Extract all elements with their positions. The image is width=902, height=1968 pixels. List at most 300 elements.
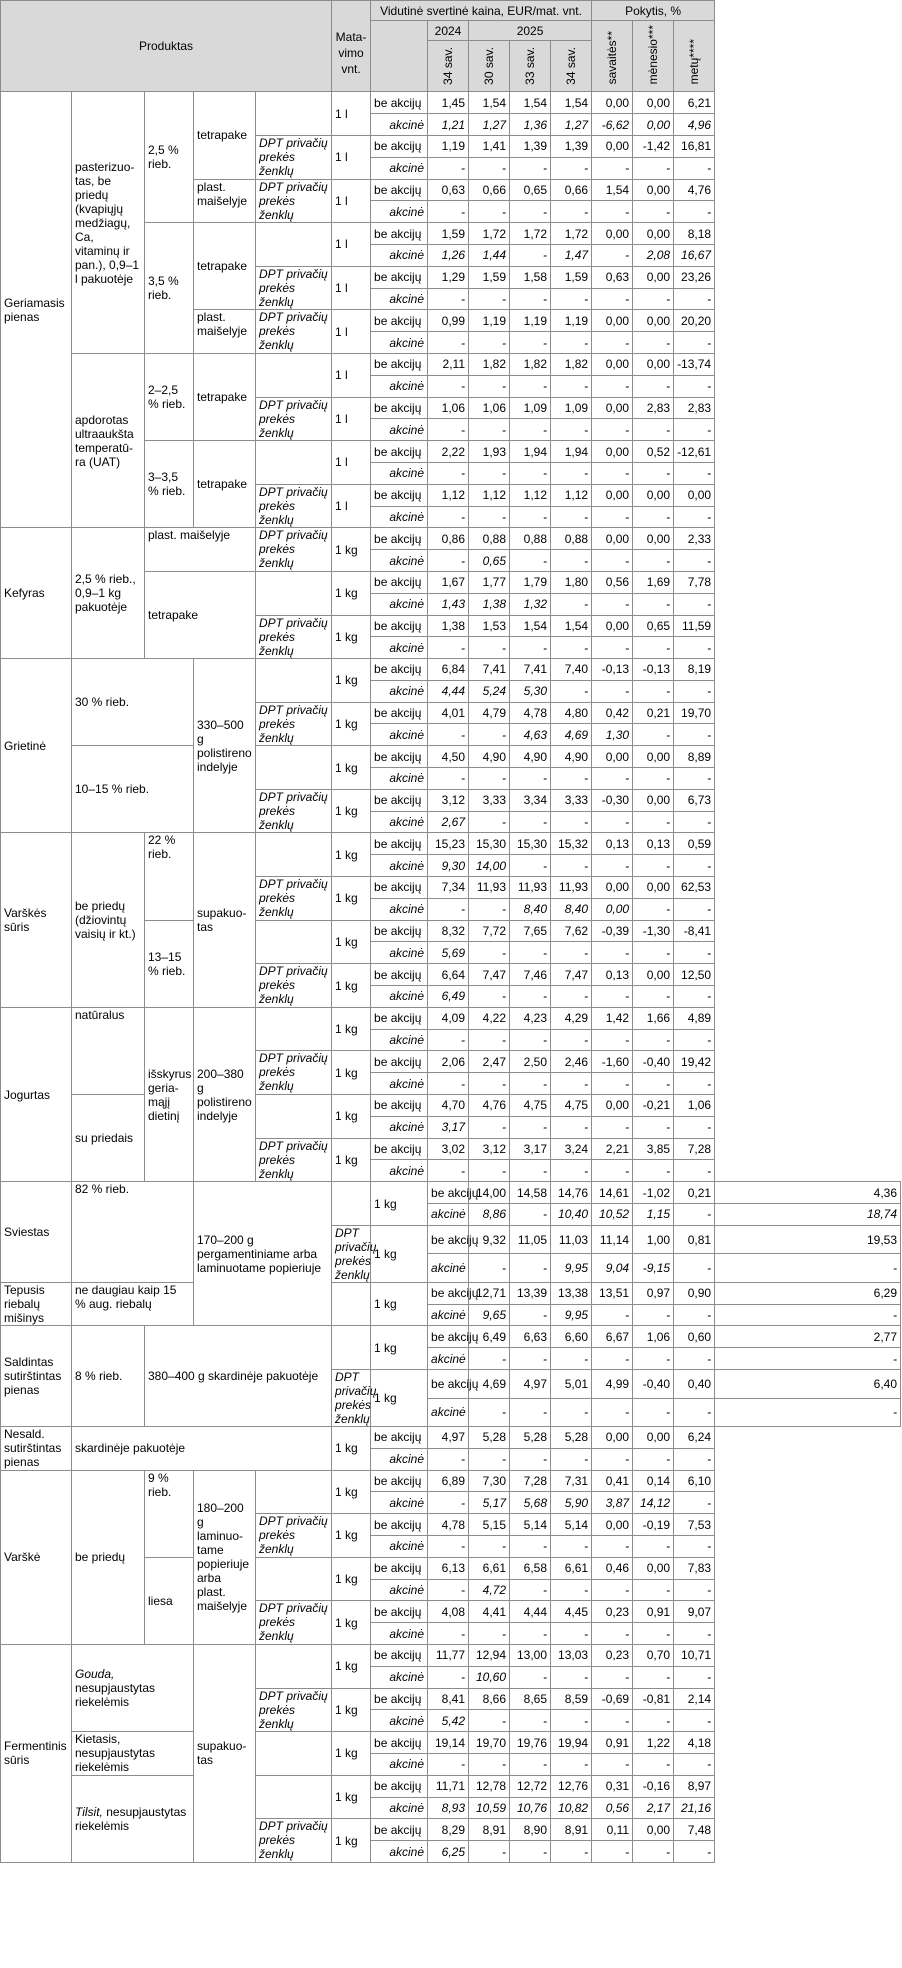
value-cell: 0,00 (633, 964, 674, 986)
price-type: be akcijų (371, 1601, 428, 1623)
value-cell: 4,41 (469, 1601, 510, 1623)
value-cell: 4,75 (510, 1095, 551, 1117)
price-type: be akcijų (371, 1470, 428, 1492)
desc-3-5-rieb: 3,5 % rieb. (145, 223, 194, 354)
empty (256, 92, 332, 136)
value-cell: - (551, 680, 592, 702)
value-cell: - (551, 1623, 592, 1645)
dpt-label: DPT privačių prekės ženklų (256, 1138, 332, 1182)
value-cell: 0,56 (592, 1797, 633, 1819)
value-cell: 6,60 (551, 1326, 592, 1348)
value-cell: - (592, 1304, 633, 1326)
price-type: akcinė (428, 1204, 469, 1226)
value-cell: 1,22 (633, 1732, 674, 1754)
value-cell: 8,32 (428, 920, 469, 942)
desc-supakuotas: supakuo-tas (194, 833, 256, 1007)
value-cell: - (428, 375, 469, 397)
group-geriamasis-pienas: Geriamasis pienas (1, 92, 72, 528)
value-cell: 0,00 (592, 223, 633, 245)
value-cell: 0,70 (633, 1644, 674, 1666)
value-cell: 9,95 (551, 1304, 592, 1326)
price-type: akcinė (371, 550, 428, 572)
value-cell: - (592, 1029, 633, 1051)
value-cell: - (428, 1029, 469, 1051)
price-type: be akcijų (371, 877, 428, 899)
value-cell: -0,40 (633, 1370, 674, 1399)
value-cell: 8,40 (510, 898, 551, 920)
desc-kietasis: Kietasis, nesupjaustytas riekelėmis (72, 1732, 194, 1776)
value-cell: 0,88 (551, 528, 592, 550)
value-cell: - (551, 288, 592, 310)
table-row-be-akciju (1, 1326, 901, 1348)
value-cell: - (510, 1073, 551, 1095)
value-cell: - (510, 637, 551, 659)
value-cell: - (592, 506, 633, 528)
unit-cell: 1 kg (332, 1095, 371, 1139)
dpt-label: DPT privačių prekės ženklų (256, 484, 332, 528)
value-cell: - (674, 1535, 715, 1557)
value-cell: - (633, 942, 674, 964)
value-cell: - (510, 1348, 551, 1370)
dpt-label: DPT privačių prekės ženklų (256, 1514, 332, 1558)
value-cell: - (592, 1160, 633, 1182)
group-fermentinis-suris: Fermentinis sūris (1, 1644, 72, 1862)
desc-su-priedais: su priedais (72, 1095, 145, 1182)
value-cell: 6,49 (428, 986, 469, 1008)
value-cell: 1,27 (469, 114, 510, 136)
value-cell: 23,26 (674, 266, 715, 288)
unit-cell: 1 kg (332, 1051, 371, 1095)
header-week-34-2024: 34 sav. (428, 41, 469, 92)
value-cell: - (551, 1398, 592, 1427)
value-cell: 14,12 (633, 1492, 674, 1514)
value-cell: - (551, 593, 592, 615)
unit-cell: 1 kg (371, 1182, 428, 1226)
value-cell: - (674, 1841, 715, 1863)
value-cell: - (674, 1073, 715, 1095)
desc-tetrapake: tetrapake (194, 223, 256, 310)
price-type: akcinė (371, 986, 428, 1008)
price-type: be akcijų (371, 1688, 428, 1710)
value-cell: 4,69 (551, 724, 592, 746)
value-cell: - (592, 768, 633, 790)
header-price: Vidutinė svertinė kaina, EUR/mat. vnt. (371, 1, 592, 21)
value-cell: 5,01 (551, 1370, 592, 1399)
value-cell: - (510, 986, 551, 1008)
value-cell: - (510, 244, 551, 266)
value-cell: - (551, 811, 592, 833)
price-type: be akcijų (371, 1095, 428, 1117)
dpt-label: DPT privačių prekės ženklų (256, 397, 332, 441)
value-cell: 9,07 (674, 1601, 715, 1623)
desc-170-200-g: 170–200 g pergamentiniame arba laminuotame popieriuje (194, 1182, 332, 1326)
group-saldintas-pienas: Saldintas sutirštintas pienas (1, 1326, 72, 1427)
value-cell: 1,19 (469, 310, 510, 332)
value-cell: - (551, 550, 592, 572)
value-cell: 8,65 (510, 1688, 551, 1710)
value-cell: 7,53 (674, 1514, 715, 1536)
value-cell: 1,82 (469, 353, 510, 375)
value-cell: 6,10 (674, 1470, 715, 1492)
value-cell: - (510, 1029, 551, 1051)
value-cell: 0,66 (551, 179, 592, 201)
price-type: be akcijų (428, 1282, 469, 1304)
table-row-be-akciju (1, 1470, 901, 1492)
price-type: be akcijų (371, 1138, 428, 1160)
value-cell: - (469, 375, 510, 397)
value-cell: - (428, 724, 469, 746)
value-cell: 14,58 (510, 1182, 551, 1204)
value-cell: 14,00 (469, 1182, 510, 1204)
value-cell: - (428, 1448, 469, 1470)
value-cell: - (633, 1710, 674, 1732)
value-cell: 1,94 (510, 441, 551, 463)
group-nesald-pienas: Nesald. sutirštintas pienas (1, 1427, 72, 1471)
value-cell: - (469, 1398, 510, 1427)
price-type: be akcijų (428, 1225, 469, 1254)
value-cell: - (428, 1073, 469, 1095)
price-type: be akcijų (371, 1427, 428, 1449)
value-cell: -0,81 (633, 1688, 674, 1710)
value-cell: - (469, 1254, 510, 1283)
value-cell: - (674, 986, 715, 1008)
value-cell: - (592, 244, 633, 266)
value-cell: - (551, 1160, 592, 1182)
unit-cell: 1 kg (371, 1326, 428, 1370)
value-cell: - (633, 768, 674, 790)
value-cell: - (510, 1623, 551, 1645)
value-cell: 0,60 (674, 1326, 715, 1348)
value-cell: - (510, 288, 551, 310)
value-cell: - (592, 942, 633, 964)
value-cell: 8,90 (510, 1819, 551, 1841)
value-cell: - (510, 855, 551, 877)
value-cell: - (469, 1073, 510, 1095)
value-cell: - (592, 1623, 633, 1645)
unit-cell: 1 kg (332, 1427, 371, 1471)
unit-cell: 1 kg (332, 1514, 371, 1558)
price-type: akcinė (428, 1398, 469, 1427)
value-cell: 4,99 (592, 1370, 633, 1399)
value-cell: - (674, 637, 715, 659)
value-cell: 3,87 (592, 1492, 633, 1514)
price-type: be akcijų (428, 1326, 469, 1348)
value-cell: 10,71 (674, 1644, 715, 1666)
value-cell: 4,76 (674, 179, 715, 201)
value-cell: 5,28 (469, 1427, 510, 1449)
price-type: akcinė (371, 1797, 428, 1819)
value-cell: - (674, 1492, 715, 1514)
value-cell: 4,09 (428, 1007, 469, 1029)
dpt-label: DPT privačių prekės ženklų (256, 1051, 332, 1095)
value-cell: 7,40 (551, 659, 592, 681)
value-cell: - (633, 1448, 674, 1470)
value-cell: - (469, 506, 510, 528)
dpt-label: DPT privačių prekės ženklų (256, 528, 332, 572)
value-cell: 0,99 (428, 310, 469, 332)
value-cell: 0,42 (592, 702, 633, 724)
price-type: be akcijų (371, 789, 428, 811)
price-type: be akcijų (371, 1644, 428, 1666)
value-cell: 2,46 (551, 1051, 592, 1073)
unit-cell: 1 kg (332, 833, 371, 877)
value-cell: - (551, 1535, 592, 1557)
value-cell: - (551, 1116, 592, 1138)
value-cell: - (510, 201, 551, 223)
unit-cell: 1 kg (371, 1225, 428, 1282)
value-cell: 0,00 (592, 746, 633, 768)
unit-cell: 1 kg (371, 1370, 428, 1427)
value-cell: - (592, 1535, 633, 1557)
value-cell: 7,34 (428, 877, 469, 899)
price-type: akcinė (428, 1254, 469, 1283)
header-week-30-2025: 30 sav. (469, 41, 510, 92)
value-cell: 0,00 (592, 898, 633, 920)
value-cell: - (633, 1579, 674, 1601)
value-cell: 9,95 (551, 1254, 592, 1283)
value-cell: 13,38 (551, 1282, 592, 1304)
value-cell: 8,18 (674, 223, 715, 245)
value-cell: 7,62 (551, 920, 592, 942)
value-cell: - (633, 550, 674, 572)
empty (256, 223, 332, 267)
value-cell: - (674, 898, 715, 920)
value-cell: 9,65 (469, 1304, 510, 1326)
value-cell: - (551, 1753, 592, 1775)
empty (256, 746, 332, 790)
value-cell: 7,41 (510, 659, 551, 681)
value-cell: - (674, 1623, 715, 1645)
desc-supakuotas: supakuo-tas (194, 1644, 256, 1862)
value-cell: - (510, 462, 551, 484)
value-cell: - (592, 157, 633, 179)
value-cell: -0,40 (633, 1051, 674, 1073)
value-cell: 6,24 (674, 1427, 715, 1449)
value-cell: 0,00 (592, 135, 633, 157)
value-cell: - (551, 375, 592, 397)
value-cell: 7,47 (469, 964, 510, 986)
value-cell: - (674, 157, 715, 179)
value-cell: - (510, 1666, 551, 1688)
value-cell: 1,43 (428, 593, 469, 615)
price-type: akcinė (371, 1535, 428, 1557)
value-cell: - (674, 506, 715, 528)
value-cell: 0,13 (592, 833, 633, 855)
value-cell: -0,39 (592, 920, 633, 942)
value-cell: 1,30 (592, 724, 633, 746)
value-cell: 4,22 (469, 1007, 510, 1029)
value-cell: 1,39 (510, 135, 551, 157)
value-cell: 2,17 (633, 1797, 674, 1819)
value-cell: 4,69 (469, 1370, 510, 1399)
unit-cell: 1 kg (332, 1732, 371, 1776)
unit-cell: 1 kg (332, 1775, 371, 1819)
header-change-week: savaitės** (592, 21, 633, 92)
table-row-be-akciju (1, 528, 901, 550)
table-row-be-akciju (1, 1732, 901, 1754)
value-cell: 1,59 (469, 266, 510, 288)
value-cell: 7,78 (674, 571, 715, 593)
value-cell: -1,02 (633, 1182, 674, 1204)
value-cell: 20,20 (674, 310, 715, 332)
value-cell: -0,16 (633, 1775, 674, 1797)
value-cell: - (592, 1348, 633, 1370)
unit-cell: 1 kg (332, 1644, 371, 1688)
value-cell: - (428, 419, 469, 441)
value-cell: 0,59 (674, 833, 715, 855)
value-cell: 1,32 (510, 593, 551, 615)
value-cell: - (469, 637, 510, 659)
value-cell: 0,00 (592, 528, 633, 550)
unit-cell: 1 l (332, 179, 371, 223)
value-cell: - (510, 157, 551, 179)
value-cell: 5,24 (469, 680, 510, 702)
value-cell: 1,41 (469, 135, 510, 157)
value-cell: - (551, 855, 592, 877)
value-cell: - (592, 288, 633, 310)
value-cell: 11,14 (592, 1225, 633, 1254)
value-cell: - (674, 811, 715, 833)
value-cell: - (674, 332, 715, 354)
value-cell: - (469, 1753, 510, 1775)
value-cell: - (428, 201, 469, 223)
value-cell: 8,59 (551, 1688, 592, 1710)
value-cell: 6,64 (428, 964, 469, 986)
value-cell: 7,65 (510, 920, 551, 942)
price-type: akcinė (371, 157, 428, 179)
unit-cell: 1 l (332, 266, 371, 310)
desc-2-2-5-rieb: 2–2,5 % rieb. (145, 353, 194, 440)
table-row-be-akciju (1, 1282, 901, 1304)
value-cell: - (469, 1116, 510, 1138)
value-cell: 8,29 (428, 1819, 469, 1841)
value-cell: - (674, 1116, 715, 1138)
value-cell: - (469, 201, 510, 223)
table-row-be-akciju (1, 659, 901, 681)
value-cell: 3,17 (428, 1116, 469, 1138)
price-type: be akcijų (371, 920, 428, 942)
value-cell: -13,74 (674, 353, 715, 375)
value-cell: 11,93 (469, 877, 510, 899)
value-cell: - (551, 506, 592, 528)
price-type: akcinė (371, 637, 428, 659)
value-cell: 1,47 (551, 244, 592, 266)
group-kefyras: Kefyras (1, 528, 72, 659)
value-cell: - (674, 1348, 715, 1370)
value-cell: 1,19 (428, 135, 469, 157)
value-cell: 1,12 (510, 484, 551, 506)
unit-cell: 1 kg (332, 1819, 371, 1863)
value-cell: 1,44 (469, 244, 510, 266)
value-cell: - (592, 462, 633, 484)
header-product: Produktas (1, 1, 332, 92)
value-cell: - (633, 1116, 674, 1138)
value-cell: 5,90 (551, 1492, 592, 1514)
value-cell: - (674, 462, 715, 484)
value-cell: 2,47 (469, 1051, 510, 1073)
value-cell: 0,00 (633, 1557, 674, 1579)
value-cell: - (428, 1160, 469, 1182)
value-cell: 6,13 (428, 1557, 469, 1579)
desc-tetrapake: tetrapake (194, 441, 256, 528)
value-cell: 4,01 (428, 702, 469, 724)
value-cell: 6,73 (674, 789, 715, 811)
value-cell: - (469, 1029, 510, 1051)
price-type: akcinė (371, 1116, 428, 1138)
value-cell: 19,14 (428, 1732, 469, 1754)
value-cell: - (592, 1753, 633, 1775)
value-cell: - (428, 1623, 469, 1645)
value-cell: - (469, 288, 510, 310)
group-tepusis-misinys: Tepusis riebalų mišinys (1, 1282, 72, 1326)
value-cell: - (551, 157, 592, 179)
value-cell: - (428, 1535, 469, 1557)
price-type: be akcijų (371, 1051, 428, 1073)
value-cell: 6,67 (592, 1326, 633, 1348)
value-cell: 11,05 (510, 1225, 551, 1254)
value-cell: 0,00 (592, 397, 633, 419)
value-cell: 1,77 (469, 571, 510, 593)
value-cell: 1,72 (469, 223, 510, 245)
value-cell: - (428, 506, 469, 528)
value-cell: 0,88 (469, 528, 510, 550)
dpt-label: DPT privačių prekės ženklų (256, 615, 332, 659)
value-cell: 1,54 (551, 615, 592, 637)
value-cell: 7,28 (510, 1470, 551, 1492)
value-cell: 1,09 (510, 397, 551, 419)
value-cell: - (510, 419, 551, 441)
value-cell: 2,50 (510, 1051, 551, 1073)
header-week-34-2025: 34 sav. (551, 41, 592, 92)
value-cell: - (633, 593, 674, 615)
value-cell: 0,00 (674, 484, 715, 506)
desc-180-200-g: 180–200 g laminuo-tame popieriuje arba plast. maišelyje (194, 1470, 256, 1644)
value-cell: - (510, 811, 551, 833)
table-row-be-akciju (1, 1182, 901, 1204)
value-cell: - (592, 1841, 633, 1863)
desc-3-3-5-rieb: 3–3,5 % rieb. (145, 441, 194, 528)
value-cell: 12,72 (510, 1775, 551, 1797)
value-cell: - (633, 462, 674, 484)
value-cell: 12,50 (674, 964, 715, 986)
value-cell: 16,67 (674, 244, 715, 266)
value-cell: 0,00 (592, 615, 633, 637)
value-cell: - (633, 288, 674, 310)
value-cell: 1,93 (469, 441, 510, 463)
desc-82-rieb: 82 % rieb. (72, 1182, 194, 1283)
value-cell: - (469, 462, 510, 484)
value-cell: 3,33 (469, 789, 510, 811)
value-cell: - (674, 1304, 715, 1326)
value-cell: - (674, 375, 715, 397)
price-type: be akcijų (371, 179, 428, 201)
value-cell: - (510, 332, 551, 354)
value-cell: 12,94 (469, 1644, 510, 1666)
value-cell: - (469, 1160, 510, 1182)
value-cell: 6,58 (510, 1557, 551, 1579)
value-cell: 0,31 (592, 1775, 633, 1797)
dpt-label: DPT privačių prekės ženklų (256, 1688, 332, 1732)
dpt-label: DPT privačių prekės ženklų (256, 266, 332, 310)
value-cell: 11,93 (551, 877, 592, 899)
value-cell: 11,71 (428, 1775, 469, 1797)
value-cell: 4,76 (469, 1095, 510, 1117)
value-cell: - (551, 986, 592, 1008)
value-cell: 0,81 (674, 1225, 715, 1254)
value-cell: 0,63 (428, 179, 469, 201)
value-cell: 2,08 (633, 244, 674, 266)
desc-13-15-rieb: 13–15 % rieb. (145, 920, 194, 1007)
